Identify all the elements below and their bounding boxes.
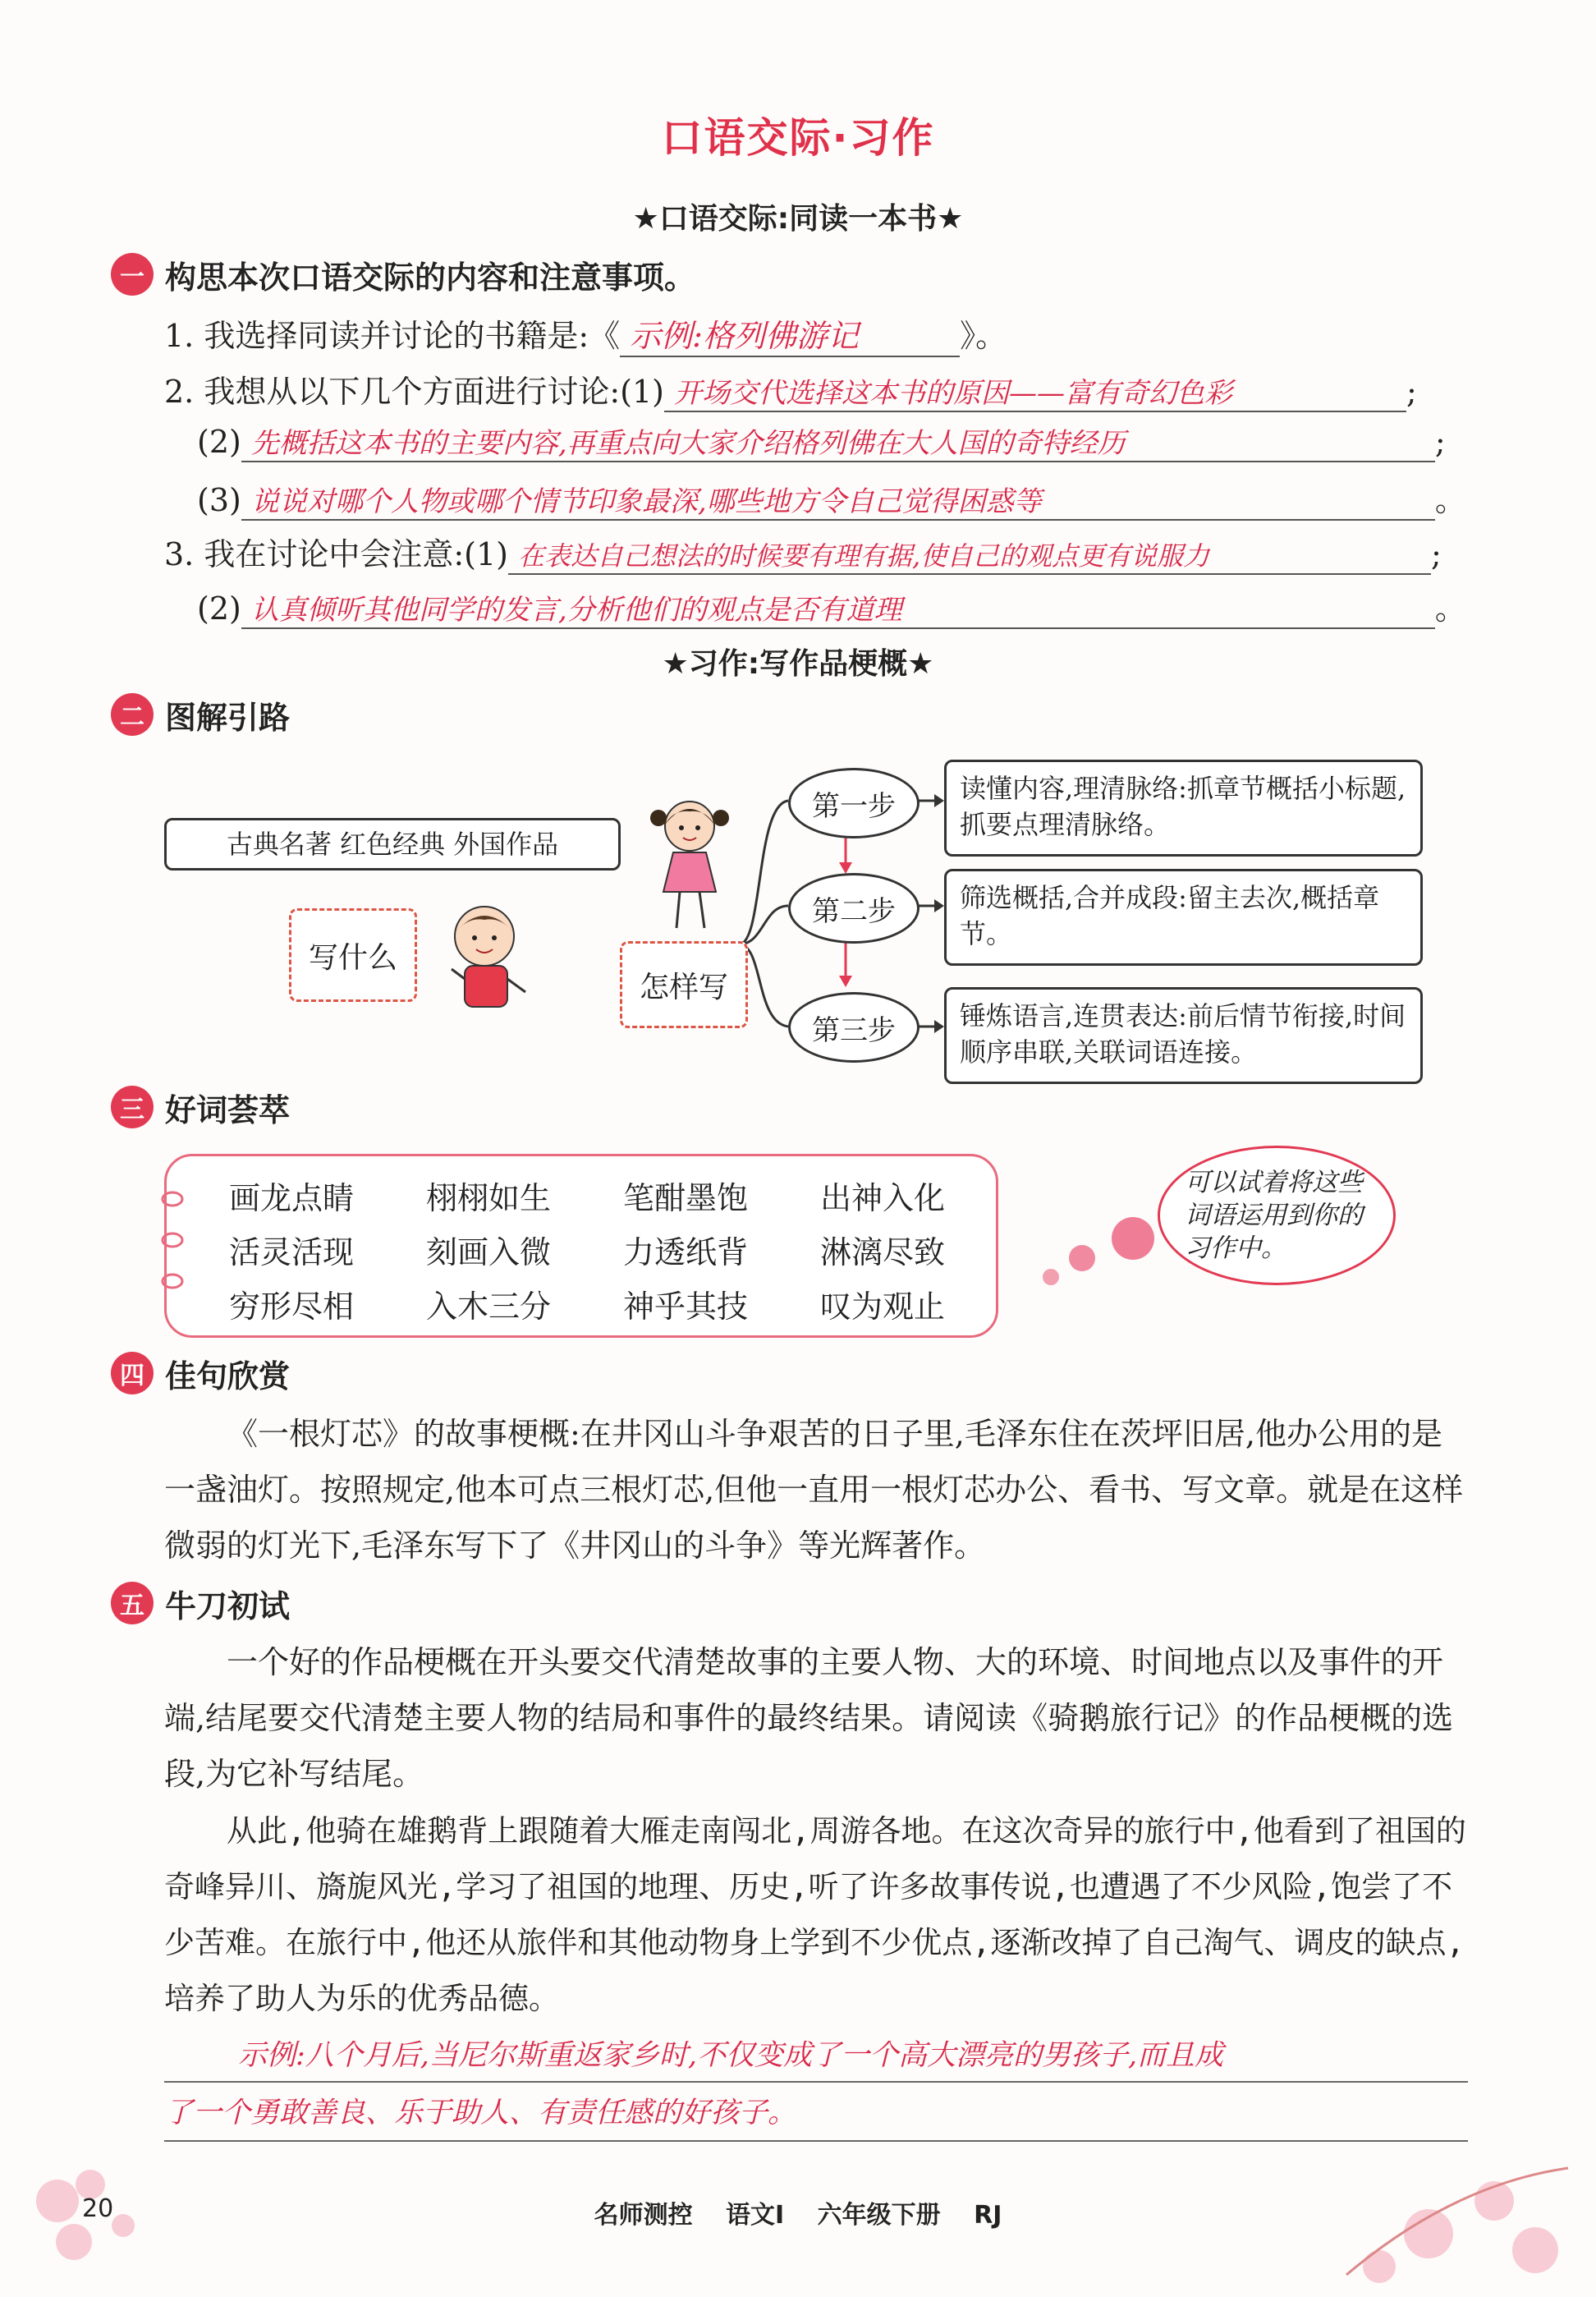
writing-heading: ★习作:写作品梗概★	[662, 647, 934, 681]
categories-box: 古典名著 红色经典 外国作品	[164, 818, 621, 871]
section-3-header	[111, 1084, 290, 1130]
question-3-part-2: (2) 认真倾听其他同学的发言,分析他们的观点是否有道理 。	[197, 583, 1466, 629]
excerpt-paragraph: 从此,他骑在雄鹅背上跟随着大雁走南闯北,周游各地。在这次奇异的旅行中,他看到了祖国的奇峰异川、旖旎风光,学习了祖国的地理、历史,听了许多故事传说,也遭遇了不少风险,饱尝了不少苦难。在旅行中,他还从旅伴和其他动物身上学到不少优点,逐渐改掉了自己淘气、调皮的缺点,培养了助人为乐的优秀品德。	[164, 1813, 1466, 2016]
question-1: 1. 我选择同读并讨论的书籍是:《 示例:格列佛游记 》。	[164, 310, 1007, 357]
answer-field[interactable]: 先概括这本书的主要内容,再重点向大家介绍格列佛在大人国的奇特经历	[241, 420, 1435, 462]
section-badge: 一	[111, 253, 154, 296]
section-title: 好词荟萃	[165, 1091, 291, 1128]
answer-field[interactable]: 示例:格列佛游记	[620, 310, 960, 357]
answer-field[interactable]: 说说对哪个人物或哪个情节印象最深,哪些地方令自己觉得困惑等	[241, 479, 1435, 521]
word-item: 笔酣墨饱	[623, 1180, 749, 1216]
section-badge: 二	[111, 693, 154, 736]
task-intro: 一个好的作品梗概在开头要交代清楚故事的主要人物、大的环境、时间地点以及事件的开端,结尾要交代清楚主要人物的结局和事件的最终结果。请阅读《骑鹅旅行记》的作品梗概的选段,为它补写结尾。	[164, 1644, 1454, 1792]
question-2-part-2: (2) 先概括这本书的主要内容,再重点向大家介绍格列佛在大人国的奇特经历 ;	[197, 420, 1446, 462]
step-1-oval: 第一步	[788, 768, 920, 838]
footer-brand: 名师测控	[594, 2201, 693, 2230]
step-3-oval: 第三步	[788, 992, 920, 1063]
word-item: 穷形尽相	[229, 1289, 355, 1325]
word-box	[164, 1154, 998, 1338]
footer-subject: 语文Ⅰ	[726, 2201, 785, 2230]
section-title: 图解引路	[165, 699, 291, 736]
section-badge: 五	[111, 1582, 154, 1624]
oral-heading: ★口语交际:同读一本书★	[632, 202, 964, 236]
question-2-part-3: (3) 说说对哪个人物或哪个情节印象最深,哪些地方令自己觉得困惑等 。	[197, 475, 1466, 521]
word-item: 画龙点睛	[229, 1180, 355, 1216]
word-item: 淋漓尽致	[820, 1234, 946, 1270]
boy-illustration	[427, 903, 550, 1018]
section-badge: 四	[111, 1352, 154, 1394]
section-title: 构思本次口语交际的内容和注意事项。	[165, 259, 696, 296]
tip-bubble: 可以试着将这些词语运用到你的习作中。	[1158, 1146, 1396, 1285]
word-item: 刻画入微	[426, 1234, 552, 1270]
step-1-box: 读懂内容,理清脉络:抓章节概括小标题,抓要点理清脉络。	[944, 760, 1423, 857]
section-title: 佳句欣赏	[165, 1358, 291, 1394]
example-paragraph: 《一根灯芯》的故事梗概:在井冈山斗争艰苦的日子里,毛泽东住在茨坪旧居,他办公用的是一盏油灯。按照规定,他本可点三根灯芯,但他一直用一根灯芯办公、看书、写文章。就是在这样微弱的灯光下,毛泽东写下了《井冈山的斗争》等光辉著作。	[164, 1416, 1464, 1564]
section-title: 牛刀初试	[165, 1587, 291, 1624]
what-to-write-box: 写什么	[289, 908, 417, 1002]
word-item: 活灵活现	[229, 1234, 355, 1270]
answer-field[interactable]: 开场交代选择这本书的原因——富有奇幻色彩	[664, 370, 1406, 412]
question-2: 2. 我想从以下几个方面进行讨论:(1) 开场交代选择这本书的原因——富有奇幻色彩 ;	[164, 366, 1417, 412]
word-item: 栩栩如生	[426, 1180, 552, 1216]
page-title: 口语交际·习作	[661, 114, 935, 162]
word-item: 叹为观止	[820, 1289, 946, 1325]
answer-field[interactable]: 认真倾听其他同学的发言,分析他们的观点是否有道理	[241, 587, 1435, 629]
footer-info	[0, 2194, 1596, 2230]
section-5-header	[111, 1580, 290, 1626]
step-2-oval: 第二步	[788, 873, 920, 944]
word-item: 力透纸背	[623, 1234, 749, 1270]
footer-edition: RJ	[974, 2201, 1002, 2230]
question-3: 3. 我在讨论中会注意:(1) 在表达自己想法的时候要有理有据,使自己的观点更有说服力 ;	[164, 529, 1442, 575]
page-number: 20	[82, 2194, 114, 2223]
section-4-header	[111, 1350, 290, 1396]
footer-grade: 六年级下册	[817, 2201, 941, 2230]
girl-illustration	[640, 793, 739, 941]
answer-field[interactable]: 在表达自己想法的时候要有理有据,使自己的观点更有说服力	[508, 535, 1431, 575]
step-3-box: 锤炼语言,连贯表达:前后情节衔接,时间顺序串联,关联词语连接。	[944, 987, 1423, 1084]
answer-line-2[interactable]: 了一个勇敢善良、乐于助人、有责任感的好孩子。	[164, 2086, 1468, 2142]
section-badge: 三	[111, 1086, 154, 1128]
spiral-rings	[156, 1183, 189, 1306]
answer-line-1[interactable]: 示例:八个月后,当尼尔斯重返家乡时,不仅变成了一个高大漂亮的男孩子,而且成	[164, 2028, 1468, 2083]
step-2-box: 筛选概括,合并成段:留主去次,概括章节。	[944, 869, 1423, 966]
word-item: 入木三分	[426, 1289, 552, 1325]
word-item: 神乎其技	[623, 1289, 749, 1325]
how-to-write-box: 怎样写	[620, 941, 748, 1028]
word-item: 出神入化	[820, 1180, 946, 1216]
